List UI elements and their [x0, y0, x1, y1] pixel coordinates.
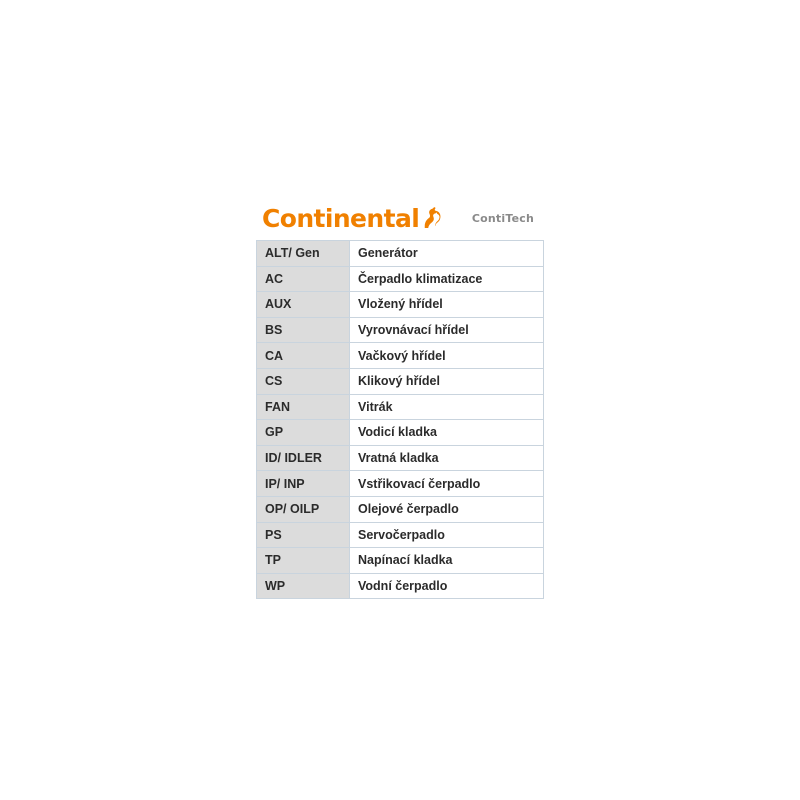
- row-desc: Vratná kladka: [350, 445, 544, 471]
- row-abbr: BS: [257, 317, 350, 343]
- row-desc: Vyrovnávací hřídel: [350, 317, 544, 343]
- brand-wordmark: Continental: [262, 203, 420, 233]
- row-abbr: GP: [257, 420, 350, 446]
- table-row: [257, 471, 544, 497]
- table-row: [257, 522, 544, 548]
- row-desc: Vačkový hřídel: [350, 343, 544, 369]
- table-row: [257, 394, 544, 420]
- row-desc: Vodicí kladka: [350, 420, 544, 446]
- table-body: [257, 241, 544, 599]
- row-desc: Klikový hřídel: [350, 368, 544, 394]
- table-row: [257, 317, 544, 343]
- table-row: [257, 445, 544, 471]
- table-row: [257, 496, 544, 522]
- horse-icon: [422, 206, 444, 228]
- row-desc: Napínací kladka: [350, 548, 544, 574]
- row-abbr: ALT/ Gen: [257, 241, 350, 267]
- row-abbr: PS: [257, 522, 350, 548]
- row-desc: Servočerpadlo: [350, 522, 544, 548]
- contitech-wordmark: ContiTech: [471, 211, 534, 225]
- row-abbr: FAN: [257, 394, 350, 420]
- row-desc: Vstřikovací čerpadlo: [350, 471, 544, 497]
- table-row: [257, 573, 544, 599]
- row-abbr: IP/ INP: [257, 471, 350, 497]
- row-abbr: CA: [257, 343, 350, 369]
- table-row: [257, 368, 544, 394]
- row-desc: Olejové čerpadlo: [350, 496, 544, 522]
- table-row: [257, 241, 544, 267]
- row-abbr: OP/ OILP: [257, 496, 350, 522]
- row-desc: Vložený hřídel: [350, 292, 544, 318]
- row-desc: Vitrák: [350, 394, 544, 420]
- row-abbr: TP: [257, 548, 350, 574]
- table-row: [257, 343, 544, 369]
- abbreviation-legend-card: [256, 196, 544, 599]
- row-abbr: ID/ IDLER: [257, 445, 350, 471]
- table-row: [257, 420, 544, 446]
- row-abbr: CS: [257, 368, 350, 394]
- row-desc: Čerpadlo klimatizace: [350, 266, 544, 292]
- table-row: [257, 266, 544, 292]
- row-desc: Generátor: [350, 241, 544, 267]
- brand-header: [256, 196, 544, 240]
- row-desc: Vodní čerpadlo: [350, 573, 544, 599]
- table-row: [257, 292, 544, 318]
- continental-logo: [262, 203, 444, 233]
- row-abbr: AC: [257, 266, 350, 292]
- row-abbr: WP: [257, 573, 350, 599]
- table-row: [257, 548, 544, 574]
- row-abbr: AUX: [257, 292, 350, 318]
- abbreviation-table: [256, 240, 544, 599]
